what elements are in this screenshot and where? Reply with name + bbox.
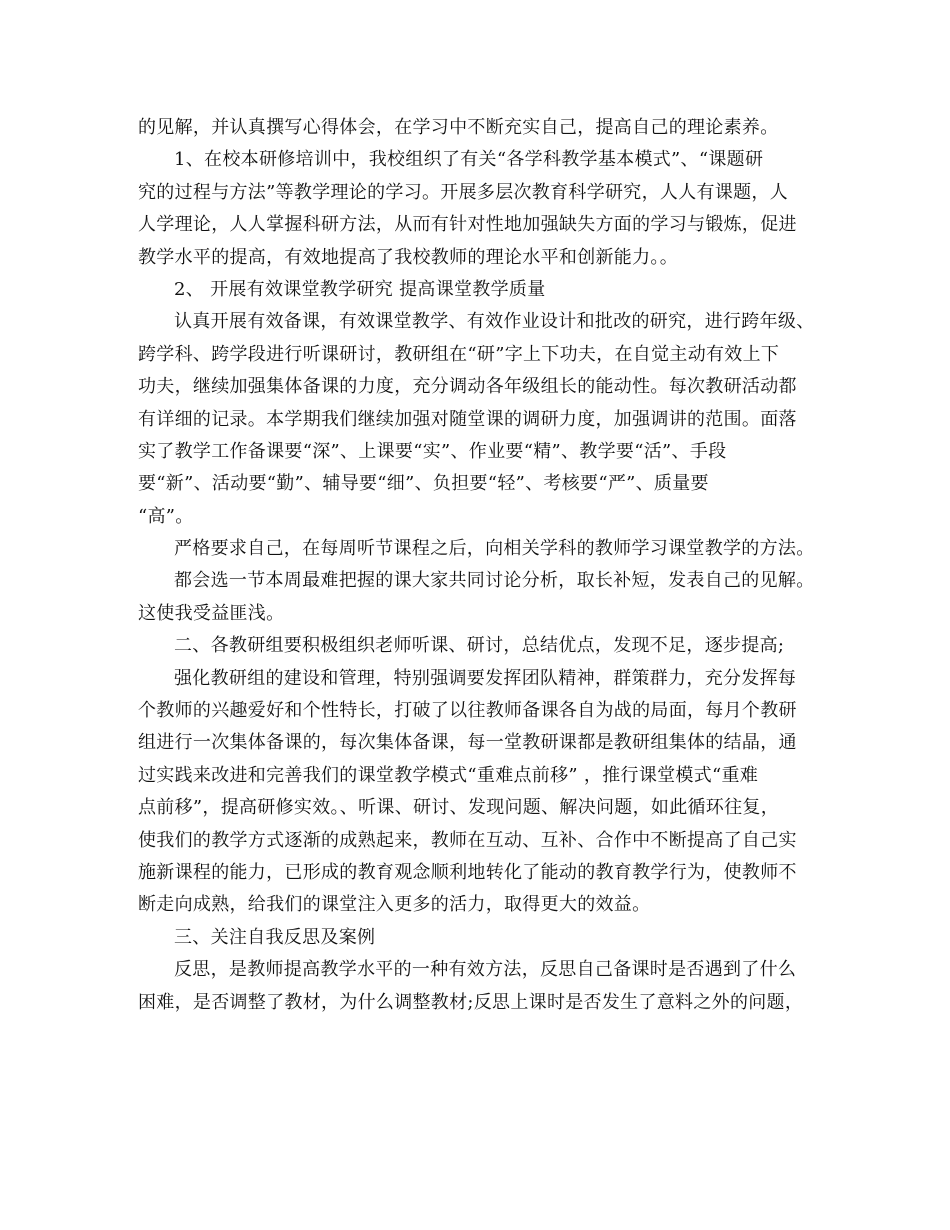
text-line: 组进行一次集体备课的，每次集体备课，每一堂教研课都是教研组集体的结晶，通 bbox=[138, 732, 797, 754]
text-line: 都会选一节本周最难把握的课大家共同讨论分析，取长补短，发表自己的见解。 bbox=[174, 570, 815, 592]
text-line: 跨学科、跨学段进行听课研讨，教研组在“研”字上下功夫，在自觉主动有效上下 bbox=[138, 343, 780, 365]
text-line: 反思，是教师提高教学水平的一种有效方法，反思自己备课时是否遇到了什么 bbox=[174, 959, 797, 981]
text-line: 认真开展有效备课，有效课堂教学、有效作业设计和批改的研究，进行跨年级、 bbox=[174, 311, 815, 333]
text-line: 究的过程与方法”等教学理论的学习。开展多层次教育科学研究，人人有课题，人 bbox=[138, 181, 788, 203]
text-line: 困难，是否调整了教材，为什么调整教材;反思上课时是否发生了意料之外的问题， bbox=[138, 991, 804, 1013]
text-line: 个教师的兴趣爱好和个性特长，打破了以往教师备课各自为战的局面，每月个教研 bbox=[138, 700, 797, 722]
text-line: 断走向成熟，给我们的课堂注入更多的活力，取得更大的效益。 bbox=[138, 894, 651, 916]
section-heading: 二、各教研组要积极组织老师听课、研讨，总结优点，发现不足，逐步提高; bbox=[174, 635, 785, 657]
section-heading: 三、关注自我反思及案例 bbox=[174, 926, 376, 948]
text-line: 这使我受益匪浅。 bbox=[138, 602, 285, 624]
text-line: 强化教研组的建设和管理，特别强调要发挥团队精神，群策群力，充分发挥每 bbox=[174, 667, 797, 689]
text-line: “高”。 bbox=[138, 505, 194, 527]
text-line: 施新课程的能力，已形成的教育观念顺利地转化了能动的教育教学行为，使教师不 bbox=[138, 861, 797, 883]
text-line: 有详细的记录。本学期我们继续加强对随堂课的调研力度，加强调讲的范围。面落 bbox=[138, 408, 797, 430]
text-line: 严格要求自己，在每周听节课程之后，向相关学科的教师学习课堂教学的方法。 bbox=[174, 538, 815, 560]
text-line: 使我们的教学方式逐渐的成熟起来，教师在互动、互补、合作中不断提高了自己实 bbox=[138, 829, 797, 851]
text-line: 人学理论，人人掌握科研方法，从而有针对性地加强缺失方面的学习与锻炼，促进 bbox=[138, 214, 797, 236]
section-heading: 2、 开展有效课堂教学研究 提高课堂教学质量 bbox=[174, 278, 546, 300]
text-line: 1、在校本研修培训中，我校组织了有关“各学科教学基本模式”、“课题研 bbox=[174, 149, 764, 171]
text-line: 实了教学工作备课要“深”、上课要“实”、作业要“精”、教学要“活”、手段 bbox=[138, 440, 727, 462]
text-line: 的见解，并认真撰写心得体会，在学习中不断充实自己，提高自己的理论素养。 bbox=[138, 117, 779, 138]
text-line: 点前移”，提高研修实效。、听课、研讨、发现问题、解决问题，如此循环往复， bbox=[138, 797, 779, 819]
text-line: 过实践来改进和完善我们的课堂教学模式“重难点前移” ，推行课堂模式“重难 bbox=[138, 764, 759, 786]
text-line: 功夫，继续加强集体备课的力度，充分调动各年级组长的能动性。每次教研活动都 bbox=[138, 376, 797, 398]
text-line: 教学水平的提高，有效地提高了我校教师的理论水平和创新能力。。 bbox=[138, 246, 678, 268]
document-body bbox=[138, 112, 828, 1019]
text-line: 要“新”、活动要“勤”、辅导要“细”、负担要“轻”、考核要“严”、质量要 bbox=[138, 473, 709, 495]
